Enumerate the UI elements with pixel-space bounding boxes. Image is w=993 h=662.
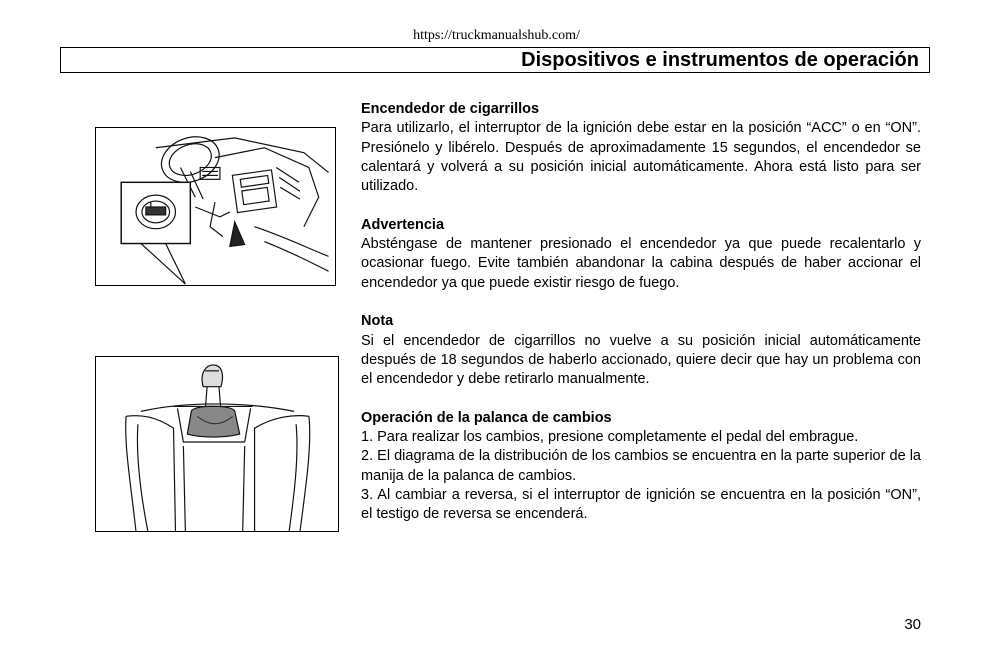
section-cigarette-lighter [361, 100, 921, 196]
section-heading: Operación de la palanca de cambios [361, 409, 612, 426]
section-paragraph: 3. Al cambiar a reversa, si el interruptor de ignición se encuentra en la posición “ON”, el testigo de reversa se encenderá. [361, 486, 921, 523]
cigarette-lighter-figure [95, 127, 336, 286]
section-paragraph: 2. El diagrama de la distribución de los cambios se encuentra en la parte superior de la manija de la palanca de cambios. [361, 448, 921, 484]
section-heading: Advertencia [361, 216, 445, 233]
section-heading: Nota [361, 313, 394, 330]
section-paragraph: Para utilizarlo, el interruptor de la ignición debe estar en la posición “ACC” o en “ON”. Presiónelo y libérelo. Después de aproximadamente 15 segundos, el encendedor se calentará y volverá a su posición inicial automáticamente. Ahora está listo para ser utilizado. [361, 120, 921, 195]
gear-shift-lever-illustration [96, 357, 338, 531]
section-paragraph: 1. Para realizar los cambios, presione completamente el pedal del embrague. [361, 429, 859, 446]
page-title: Dispositivos e instrumentos de operación [521, 49, 919, 71]
source-url: https://truckmanualshub.com/ [413, 28, 580, 43]
gear-shift-figure [95, 356, 339, 532]
section-note [361, 312, 921, 389]
content-column [361, 100, 921, 544]
section-paragraph: Si el encendedor de cigarrillos no vuelve a su posición inicial automáticamente después de 18 segundos de haberlo accionado, quiere decir que hay un problema con el encendedor y debe retirarlo manualmente. [361, 332, 921, 388]
page-number: 30 [904, 616, 921, 633]
section-warning [361, 216, 921, 293]
dashboard-cigarette-lighter-illustration [96, 128, 335, 285]
section-paragraph: Absténgase de mantener presionado el encendedor ya que puede recalentarlo y ocasionar fuego. Evite también abandonar la cabina después de haber accionar el encendedor ya que puede existir riesgo de fuego. [361, 236, 921, 291]
section-heading: Encendedor de cigarrillos [361, 101, 540, 117]
section-gear-shift [361, 409, 921, 525]
section-header [60, 47, 930, 73]
